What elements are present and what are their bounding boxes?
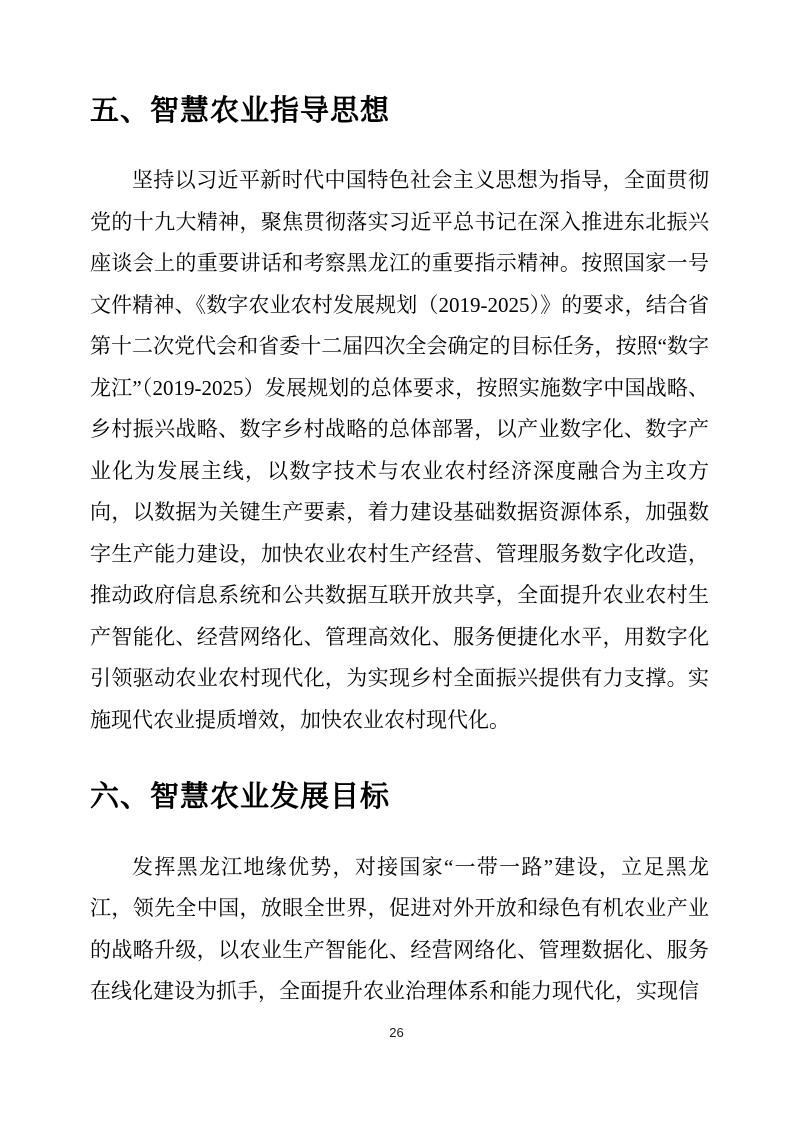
section-heading-6: 六、智慧农业发展目标 — [90, 781, 391, 814]
page-number: 26 — [389, 1025, 404, 1040]
section-heading-5: 五、智慧农业指导思想 — [90, 95, 391, 127]
section-6-paragraph: 发挥黑龙江地缘优势，对接国家“一带一路”建设，立足黑龙江，领先全中国，放眼全世界，促进对外开放和绿色有机农业产业的战略升级，以农业生产智能化、经营网络化、管理数据化、服务在线化建设为抓手，全面提升农业治理体系和能力现代化，实现信 — [90, 854, 709, 1003]
section-5-paragraph: 坚持以习近平新时代中国特色社会主义思想为指导，全面贯彻党的十九大精神，聚焦贯彻落实习近平总书记在深入推进东北振兴座谈会上的重要讲话和考察黑龙江的重要指示精神。按照国家一号文件精神、《数字农业农村发展规划（2019-2025）》的要求，结合省第十二次党代会和省委十二届四次全会确定的目标任务，按照“数字龙江”（2019-2025）发展规划的总体要求，按照实施数字中国战略、乡村振兴战略、数字乡村战略的总体部署，以产业数字化、数字产业化为发展主线，以数字技术与农业农村经济深度融合为主攻方向，以数据为关键生产要素，着力建设基础数据资源体系，加强数字生产能力建设，加快农业农村生产经营、管理服务数字化改造，推动政府信息系统和公共数据互联开放共享，全面提升农业农村生产智能化、经营网络化、管理高效化、服务便捷化水平，用数字化引领驱动农业农村现代化，为实现乡村全面振兴提供有力支撑。实施现代农业提质增效，加快农业农村现代化。 — [90, 168, 709, 732]
